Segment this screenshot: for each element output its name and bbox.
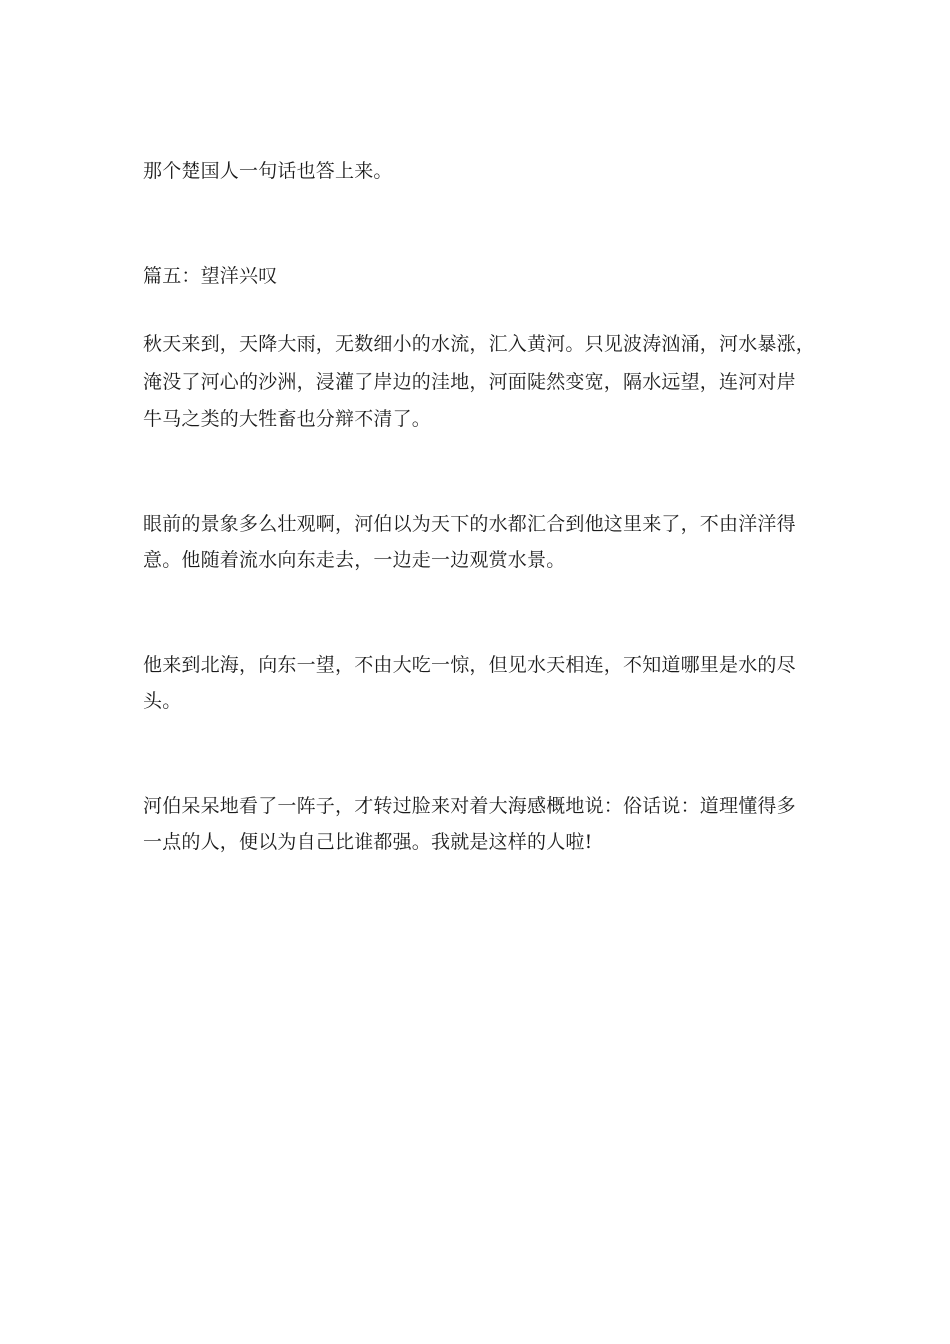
- paragraph-line: 淹没了河心的沙洲，浸灌了岸边的洼地，河面陡然变宽，隔水远望，连河对岸: [143, 371, 796, 393]
- paragraph-line: 一点的人，便以为自己比谁都强。我就是这样的人啦!: [143, 831, 593, 853]
- paragraph-line: 头。: [143, 690, 182, 712]
- paragraph-line: 秋天来到，天降大雨，无数细小的水流，汇入黄河。只见波涛汹涌，河水暴涨，: [143, 333, 816, 355]
- paragraph-line: 牛马之类的大牲畜也分辩不清了。: [143, 408, 432, 430]
- section-heading: 篇五：望洋兴叹: [143, 265, 278, 287]
- paragraph-line: 眼前的景象多么壮观啊，河伯以为天下的水都汇合到他这里来了，不由洋洋得: [143, 513, 796, 535]
- paragraph-line: 意。他随着流水向东走去，一边走一边观赏水景。: [143, 549, 566, 571]
- paragraph-line: 那个楚国人一句话也答上来。: [143, 160, 393, 182]
- paragraph-line: 他来到北海，向东一望，不由大吃一惊，但见水天相连，不知道哪里是水的尽: [143, 654, 796, 676]
- paragraph-line: 河伯呆呆地看了一阵子，才转过脸来对着大海感概地说：俗话说：道理懂得多: [143, 795, 796, 817]
